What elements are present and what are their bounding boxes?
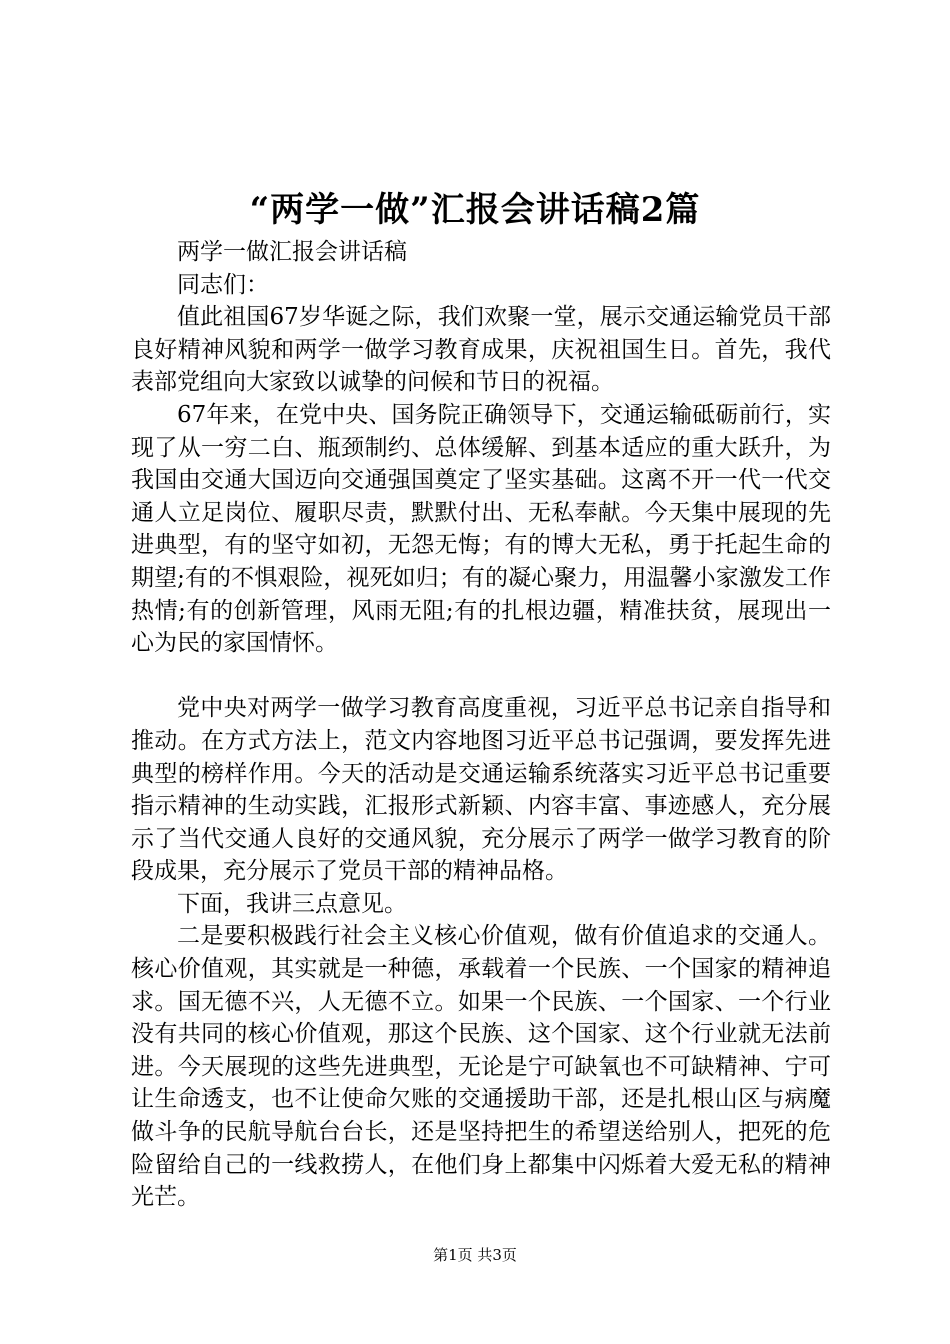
paragraph-4: 下面，我讲三点意见。 xyxy=(177,890,407,917)
paragraph-1: 值此祖国67岁华诞之际，我们欢聚一堂，展示交通运输党员干部良好精神风貌和两学一做学习教育成果，庆祝祖国生日。首先，我代表部党组向大家致以诚挚的问候和节日的祝福。 xyxy=(131,304,831,396)
page-footer: 第1页 共3页 xyxy=(433,1246,517,1264)
paragraph-3: 党中央对两学一做学习教育高度重视，习近平总书记亲自指导和推动。在方式方法上，范文内容地图习近平总书记强调，要发挥先进典型的榜样作用。今天的活动是交通运输系统落实习近平总书记重要指示精神的生动实践，汇报形式新颖、内容丰富、事迹感人，充分展示了当代交通人良好的交通风貌，充分展示了两学一做学习教育的阶段成果，充分展示了党员干部的精神品格。 xyxy=(131,695,831,885)
paragraph-salutation: 同志们： xyxy=(177,271,269,298)
document-title: “两学一做”汇报会讲话稿2篇 xyxy=(249,190,701,230)
blank-line xyxy=(131,660,831,693)
document-body xyxy=(131,236,831,1214)
paragraph-5: 二是要积极践行社会主义核心价值观，做有价值追求的交通人。核心价值观，其实就是一种德，承载着一个民族、一个国家的精神追求。国无德不兴，人无德不立。如果一个民族、一个国家、一个行业没有共同的核心价值观，那这个民族、这个国家、这个行业就无法前进。今天展现的这些先进典型，无论是宁可缺氧也不可缺精神、宁可让生命透支，也不让使命欠账的交通援助干部，还是扎根山区与病魔做斗争的民航导航台台长，还是坚持把生的希望送给别人，把死的危险留给自己的一线救捞人，在他们身上都集中闪烁着大爱无私的精神光芒。 xyxy=(131,923,831,1211)
paragraph-2: 67年来，在党中央、国务院正确领导下，交通运输砥砺前行，实现了从一穷二白、瓶颈制约、总体缓解、到基本适应的重大跃升，为我国由交通大国迈向交通强国奠定了坚实基础。这离不开一代一代交通人立足岗位、履职尽责，默默付出、无私奉献。今天集中展现的先进典型，有的坚守如初，无怨无悔；有的博大无私，勇于托起生命的期望;有的不惧艰险，视死如归；有的凝心聚力，用温馨小家激发工作热情;有的创新管理，风雨无阻;有的扎根边疆，精准扶贫，展现出一心为民的家国情怀。 xyxy=(131,401,831,657)
paragraph-subtitle: 两学一做汇报会讲话稿 xyxy=(177,239,407,265)
